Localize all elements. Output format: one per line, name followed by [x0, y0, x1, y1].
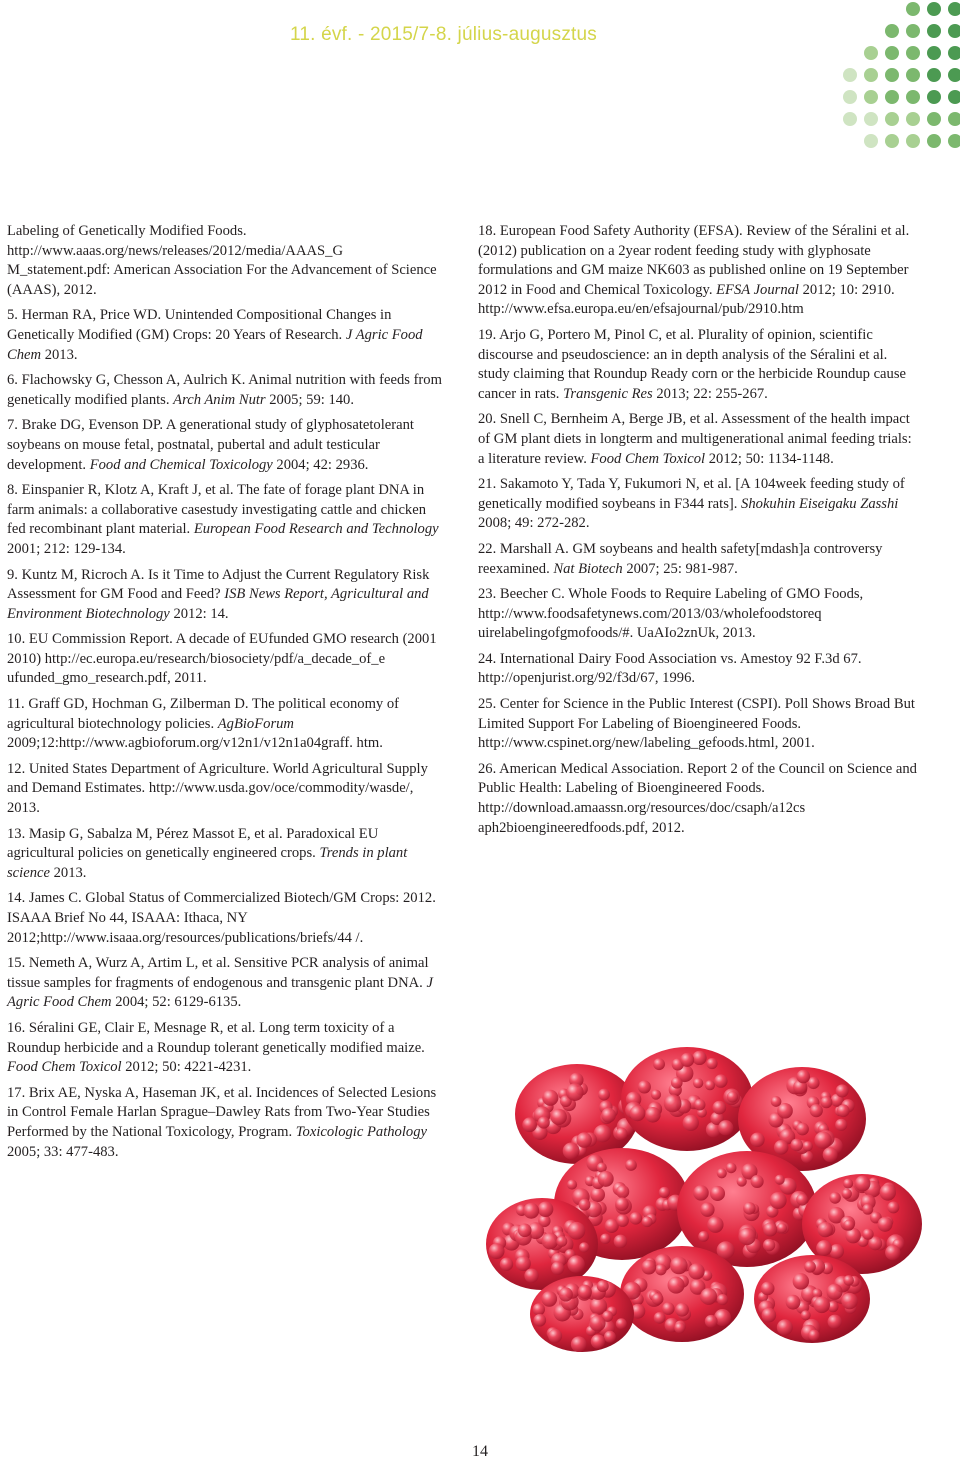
- reference-entry: [7, 695, 447, 754]
- reference-source: Food Chem Toxicol: [590, 450, 706, 467]
- decorative-dot: [948, 2, 960, 16]
- decorative-dot: [927, 90, 941, 104]
- reference-text: 21. Sakamoto Y, Tada Y, Fukumori N, et al. [A 104week feeding study of genetically modified soybeans in F344 rats].: [478, 476, 905, 512]
- decorative-dot: [948, 134, 960, 148]
- decorative-dot: [927, 134, 941, 148]
- reference-source: Toxicologic Pathology: [295, 1123, 427, 1140]
- raspberry: [754, 1255, 870, 1343]
- reference-entry: [478, 695, 918, 754]
- decorative-dot: [885, 68, 899, 82]
- decorative-dot: [948, 68, 960, 82]
- reference-entry: [478, 222, 918, 320]
- decorative-dot: [864, 68, 878, 82]
- decorative-dot: [948, 90, 960, 104]
- reference-source: AgBioForum: [217, 715, 294, 732]
- decorative-dot: [906, 68, 920, 82]
- decorative-dot: [864, 112, 878, 126]
- reference-entry: [478, 410, 918, 469]
- decorative-dot: [927, 112, 941, 126]
- reference-entry: [478, 650, 918, 689]
- decorative-dot: [864, 134, 878, 148]
- decorative-dot: [906, 2, 920, 16]
- reference-source: European Food Research and Technology: [193, 521, 439, 538]
- decorative-dot: [885, 134, 899, 148]
- reference-entry: [7, 1019, 447, 1078]
- raspberry: [620, 1246, 744, 1342]
- reference-details: 2013.: [49, 864, 87, 881]
- reference-text: 14. James C. Global Status of Commercialized Biotech/GM Crops: 2012. ISAAA Brief No 44, ISAAA: Ithaca, NY 2012;http://www.isaaa.org/resources/publications/briefs/44 /.: [7, 890, 436, 946]
- decorative-dot: [885, 112, 899, 126]
- reference-text: 12. United States Department of Agriculture. World Agricultural Supply and Demand Estimates. http://www.usda.gov/oce/commodity/wasde/, 2013.: [7, 760, 428, 817]
- reference-text: 26. American Medical Association. Report 2 of the Council on Science and Public Health: Labeling of Bioengineered Foods. http://download.amaassn.org/resources/doc/csaph/a12cs aph2bioengineeredfoods.pdf, 2012.: [478, 760, 917, 836]
- raspberry: [530, 1276, 634, 1352]
- reference-details: 2013.: [41, 346, 78, 363]
- reference-source: Food and Chemical Toxicology: [89, 456, 273, 473]
- reference-details: 2012: 14.: [169, 605, 229, 622]
- reference-entry: [7, 630, 447, 689]
- decorative-dot: [948, 112, 960, 126]
- reference-text: 11. Graff GD, Hochman G, Zilberman D. The political economy of agricultural biotechnology policies.: [7, 696, 400, 732]
- raspberry: [621, 1047, 753, 1151]
- reference-entry: [478, 760, 918, 838]
- page-number: 14: [472, 1443, 488, 1460]
- reference-entry: [478, 540, 918, 579]
- reference-entry: [7, 760, 447, 819]
- reference-text: 9. Kuntz M, Ricroch A. Is it Time to Adjust the Current Regulatory Risk Assessment for GM Food and Feed?: [7, 566, 430, 603]
- reference-details: 2007; 25: 981-987.: [622, 560, 738, 577]
- reference-entry: [478, 326, 918, 404]
- reference-source: Food Chem Toxicol: [7, 1059, 122, 1076]
- reference-text: Labeling of Genetically Modified Foods. http://www.aaas.org/news/releases/2012/media/AAAS_G M_statement.pdf: American Association For the Advancement of Science (AAAS), 2012.: [7, 223, 437, 298]
- reference-entry: [7, 1084, 447, 1162]
- decorative-dot: [843, 68, 857, 82]
- raspberries-image: [482, 1044, 960, 1354]
- reference-entry: [7, 371, 447, 410]
- reference-source: Trends in plant science: [7, 845, 408, 881]
- reference-text: 24. International Dairy Food Association vs. Amestoy 92 F.3d 67. http://openjurist.org/92/f3d/67, 1996.: [478, 650, 862, 687]
- reference-details: 2004; 42: 2936.: [272, 456, 369, 473]
- reference-details: 2005; 33: 477-483.: [7, 1143, 119, 1160]
- reference-entry: [7, 889, 447, 948]
- references-right-column: [478, 222, 918, 844]
- references-left-column: [7, 222, 447, 1168]
- reference-entry: [7, 825, 447, 884]
- reference-details: 2012; 50: 1134-1148.: [705, 450, 834, 467]
- reference-details: 2009;12:http://www.agbioforum.org/v12n1/v12n1a04graff. htm.: [7, 735, 383, 752]
- reference-source: Nat Biotech: [553, 560, 623, 577]
- reference-entry: [7, 416, 447, 475]
- reference-text: 18. European Food Safety Authority (EFSA). Review of the Séralini et al. (2012) publication on a 2year rodent feeding study with glyphosate formulations and GM maize NK603 as published online on 19 September 2012 in Food and Chemical Toxicology.: [478, 223, 910, 298]
- reference-text: 10. EU Commission Report. A decade of EUfunded GMO research (2001 2010) http://ec.europa.eu/research/biosociety/pdf/a_decade_of_e ufunded_gmo_research.pdf, 2011.: [7, 631, 437, 687]
- decorative-dot: [906, 112, 920, 126]
- decorative-dot: [906, 134, 920, 148]
- decorative-dot-grid: [840, 0, 960, 170]
- reference-entry: [7, 481, 447, 559]
- decorative-dot: [906, 24, 920, 38]
- reference-text: 25. Center for Science in the Public Interest (CSPI). Poll Shows Broad But Limited Support For Labeling of Bioengineered Foods. http://www.cspinet.org/new/labeling_gefoods.html, 2001.: [478, 696, 915, 752]
- reference-entry: [7, 954, 447, 1013]
- decorative-dot: [927, 46, 941, 60]
- reference-text: 13. Masip G, Sabalza M, Pérez Massot E, et al. Paradoxical EU agricultural policies on genetically engineered crops.: [7, 825, 379, 862]
- decorative-dot: [843, 90, 857, 104]
- reference-source: Transgenic Res: [563, 385, 653, 402]
- reference-source: J Agric Food Chem: [7, 326, 423, 363]
- reference-text: 22. Marshall A. GM soybeans and health safety[mdash]a controversy reexamined.: [478, 540, 883, 577]
- reference-details: 2012; 50: 4221-4231.: [121, 1059, 252, 1076]
- reference-source: EFSA Journal: [716, 281, 799, 298]
- decorative-dot: [948, 24, 960, 38]
- decorative-dot: [906, 46, 920, 60]
- decorative-dot: [927, 68, 941, 82]
- reference-text: 6. Flachowsky G, Chesson A, Aulrich K. Animal nutrition with feeds from genetically modified plants.: [7, 372, 442, 408]
- reference-text: 7. Brake DG, Evenson DP. A generational study of glyphosatetolerant soybeans on mouse fetal, postnatal, pubertal and adult testicular development.: [7, 417, 414, 473]
- reference-text: 23. Beecher C. Whole Foods to Require Labeling of GMO Foods, http://www.foodsafetynews.com/2013/03/wholefoodstoreq uirelabelingofgmofoods/#. UaAIo2znUk, 2013.: [478, 586, 864, 642]
- reference-text: 20. Snell C, Bernheim A, Berge JB, et al. Assessment of the health impact of GM plant diets in longterm and multigenerational animal feeding trials: a literature review.: [478, 411, 912, 467]
- reference-entry: [478, 475, 918, 534]
- reference-source: J Agric Food Chem: [7, 974, 433, 1011]
- reference-entry: [7, 222, 447, 300]
- reference-details: 2013; 22: 255-267.: [652, 385, 768, 402]
- reference-details: 2005; 59: 140.: [265, 391, 354, 408]
- reference-details: 2012; 10: 2910. http://www.efsa.europa.eu/en/efsajournal/pub/2910.htm: [478, 281, 895, 318]
- reference-entry: [478, 585, 918, 644]
- decorative-dot: [885, 46, 899, 60]
- decorative-dot: [864, 46, 878, 60]
- reference-details: 2004; 52: 6129-6135.: [111, 994, 242, 1011]
- decorative-dot: [948, 46, 960, 60]
- decorative-dot: [885, 24, 899, 38]
- reference-text: 8. Einspanier R, Klotz A, Kraft J, et al. The fate of forage plant DNA in farm animals: a collaborative casestudy investigating cattle and chicken fed recombinant plant material.: [7, 482, 427, 538]
- reference-details: 2008; 49: 272-282.: [478, 515, 590, 532]
- reference-text: 16. Séralini GE, Clair E, Mesnage R, et al. Long term toxicity of a Roundup herbicide and a Roundup tolerant genetically modified maize.: [7, 1019, 425, 1056]
- decorative-dot: [927, 24, 941, 38]
- reference-source: Shokuhin Eiseigaku Zasshi: [741, 495, 899, 512]
- reference-entry: [7, 566, 447, 625]
- reference-source: ISB News Report, Agricultural and Environment Biotechnology: [7, 586, 429, 622]
- decorative-dot: [906, 90, 920, 104]
- reference-details: 2001; 212: 129-134.: [7, 540, 126, 557]
- reference-text: 15. Nemeth A, Wurz A, Artim L, et al. Sensitive PCR analysis of animal tissue samples for fragments of endogenous and transgenic plant DNA.: [7, 955, 429, 991]
- reference-text: 17. Brix AE, Nyska A, Haseman JK, et al. Incidences of Selected Lesions in Control Female Harlan Sprague–Dawley Rats from Two-Year Studies Performed by the National Toxicology, Program.: [7, 1084, 437, 1140]
- reference-text: 19. Arjo G, Portero M, Pinol C, et al. Plurality of opinion, scientific discourse and pseudoscience: an in depth analysis of the Séralini et al. study claiming that Roundup Ready corn or the herbicide Roundup cause cancer in rats.: [478, 326, 906, 402]
- reference-entry: [7, 306, 447, 365]
- decorative-dot: [885, 90, 899, 104]
- decorative-dot: [927, 2, 941, 16]
- decorative-dot: [843, 112, 857, 126]
- reference-source: Arch Anim Nutr: [173, 391, 266, 408]
- reference-text: 5. Herman RA, Price WD. Unintended Compositional Changes in Genetically Modified (GM) Crops: 20 Years of Research.: [7, 307, 392, 343]
- decorative-dot: [864, 90, 878, 104]
- journal-issue-title: 11. évf. - 2015/7-8. július-augusztus: [290, 24, 597, 45]
